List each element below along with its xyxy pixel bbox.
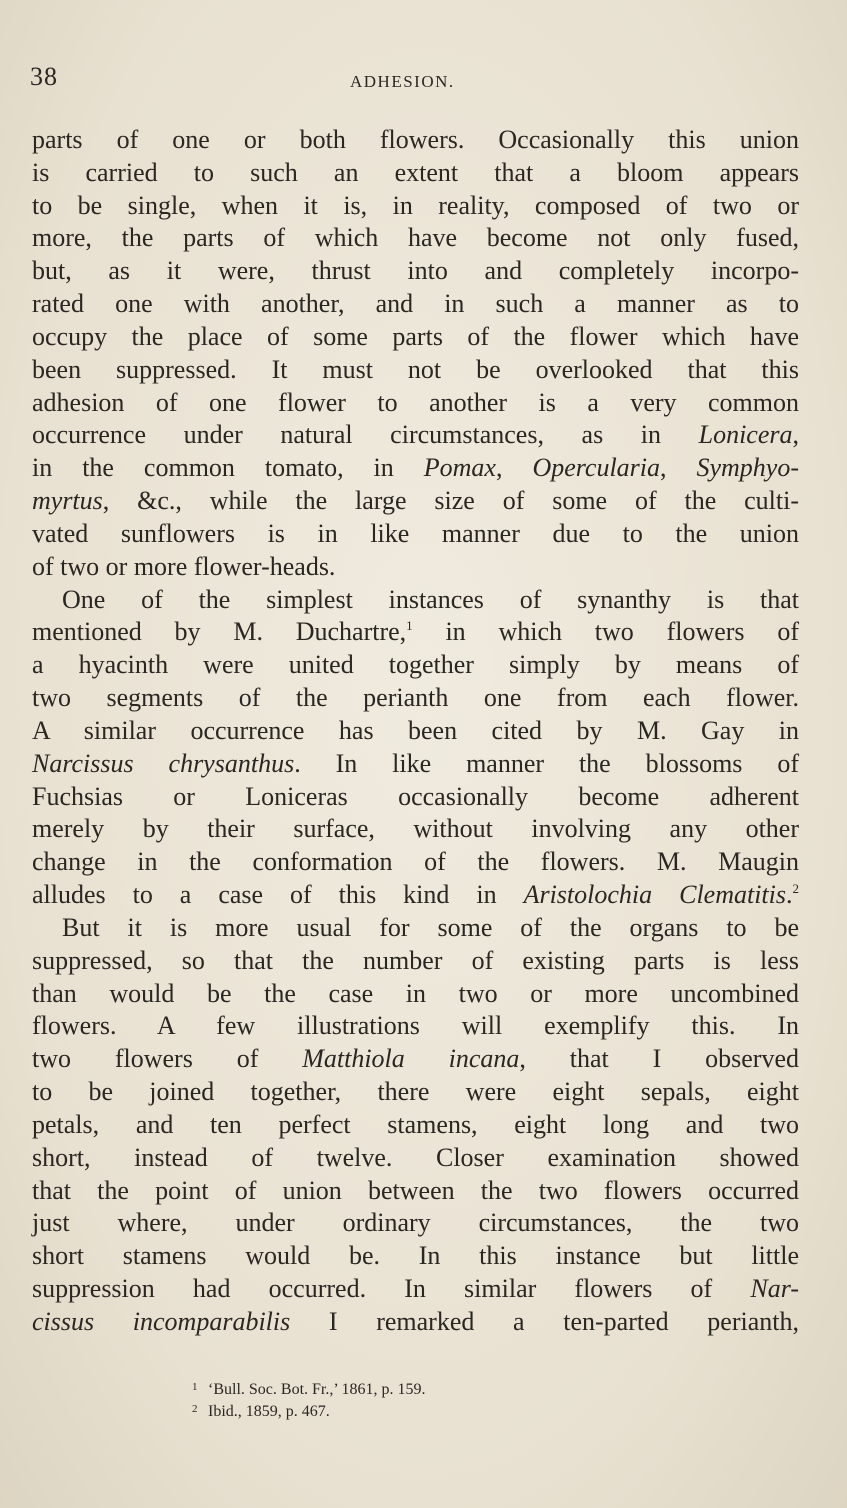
running-head: ADHESION. — [350, 72, 455, 91]
text-line — [32, 682, 799, 715]
text-line — [32, 321, 799, 354]
text-segment: One of the simplest instances of synanthy is that — [62, 584, 799, 614]
text-line — [32, 1076, 799, 1109]
text-segment: that the point of union between the two flowers occurred — [32, 1175, 799, 1205]
text-segment: short stamens would be. In this instance but little — [32, 1241, 799, 1271]
text-segment: in the common tomato, in — [32, 453, 424, 483]
text-segment: been suppressed. It must not be overlooked that this — [32, 354, 799, 384]
text-line — [32, 715, 799, 748]
footnotes — [192, 1376, 612, 1420]
text-line — [32, 1010, 799, 1043]
text-line — [32, 190, 799, 223]
text-line — [32, 846, 799, 879]
text-line — [32, 419, 799, 452]
text-segment: short, instead of twelve. Closer examination showed — [32, 1142, 799, 1172]
italic-text: Opercularia — [532, 453, 661, 483]
text-segment: , — [495, 453, 533, 483]
text-segment: , — [792, 420, 799, 450]
text-segment: change in the conformation of the flowers. M. Maugin — [32, 847, 799, 877]
text-segment: occupy the place of some parts of the flower which have — [32, 321, 799, 351]
text-segment: Fuchsias or Loniceras occasionally become adherent — [32, 781, 799, 811]
text-segment: But it is more usual for some of the organs to be — [62, 912, 799, 942]
text-line — [32, 255, 799, 288]
text-segment: , — [660, 453, 697, 483]
text-line — [32, 354, 799, 387]
italic-text: Aristolochia Clematitis — [523, 880, 786, 910]
text-segment: of two or more flower-heads. — [32, 551, 336, 581]
text-line — [32, 1175, 799, 1208]
text-segment: vated sunflowers is in like manner due to the union — [32, 518, 799, 548]
text-segment: suppressed, so that the number of existing parts is less — [32, 945, 799, 975]
footnote-text: ‘Bull. Soc. Bot. Fr.,’ 1861, p. 159. — [208, 1381, 426, 1398]
text-segment: just where, under ordinary circumstances, the two — [32, 1208, 799, 1238]
footnote — [192, 1398, 612, 1420]
text-segment: occurrence under natural circumstances, as in — [32, 420, 699, 450]
text-line — [32, 748, 799, 781]
text-line — [32, 452, 799, 485]
footnote — [192, 1376, 612, 1398]
italic-text: Symphyo- — [696, 453, 799, 483]
text-segment: flowers. A few illustrations will exemplify this. In — [32, 1011, 799, 1041]
text-segment: two segments of the perianth one from each flower. — [32, 683, 799, 713]
text-line — [32, 1273, 799, 1306]
text-line — [32, 912, 799, 945]
italic-text: Lonicera — [698, 420, 793, 450]
page-header — [30, 62, 800, 98]
text-segment: in which two flowers of — [412, 617, 799, 647]
text-line — [32, 584, 799, 617]
italic-text: cissus incomparabilis — [32, 1306, 291, 1336]
text-line — [32, 124, 799, 157]
text-line — [32, 1043, 799, 1076]
footnote-reference: 1 — [406, 618, 413, 634]
text-segment: parts of one or both flowers. Occasionally this union — [32, 125, 799, 154]
text-line — [32, 157, 799, 190]
text-line — [32, 649, 799, 682]
text-segment: . — [786, 880, 793, 910]
text-segment: adhesion of one flower to another is a very common — [32, 387, 799, 417]
text-line — [32, 945, 799, 978]
text-line — [32, 616, 799, 649]
text-segment: , &c., while the large size of some of the culti- — [102, 486, 799, 516]
italic-text: Matthiola incana — [302, 1044, 520, 1074]
text-segment: . In like manner the blossoms of — [294, 748, 799, 778]
text-line — [32, 518, 799, 551]
text-segment: merely by their surface, without involving any other — [32, 814, 799, 844]
text-line — [32, 813, 799, 846]
footnote-mark: 1 — [192, 1381, 198, 1393]
text-line — [32, 1142, 799, 1175]
text-segment: I remarked a ten-parted perianth, — [290, 1306, 799, 1336]
footnote-mark: 2 — [192, 1403, 198, 1415]
text-segment: more, the parts of which have become not only fused, — [32, 223, 799, 253]
text-segment: is carried to such an extent that a bloom appears — [32, 157, 799, 187]
page-number: 38 — [30, 62, 58, 91]
text-line — [32, 485, 799, 518]
italic-text: Nar- — [750, 1273, 799, 1303]
text-segment: to be single, when it is, in reality, composed of two or — [32, 190, 799, 220]
text-line — [32, 978, 799, 1011]
footnote-text: Ibid., 1859, p. 467. — [208, 1403, 330, 1420]
text-line — [32, 1109, 799, 1142]
text-line — [32, 1240, 799, 1273]
text-segment: alludes to a case of this kind in — [32, 880, 524, 910]
text-segment: suppression had occurred. In similar flowers of — [32, 1273, 751, 1303]
text-segment: A similar occurrence has been cited by M. Gay in — [32, 715, 799, 745]
text-segment: , that I observed — [519, 1044, 799, 1074]
text-segment: mentioned by M. Duchartre, — [32, 617, 407, 647]
text-segment: petals, and ten perfect stamens, eight long and two — [32, 1109, 799, 1139]
body-text — [32, 124, 799, 1339]
text-line — [32, 1207, 799, 1240]
text-segment: than would be the case in two or more uncombined — [32, 978, 799, 1008]
text-segment: a hyacinth were united together simply by means of — [32, 650, 799, 680]
text-line — [32, 551, 799, 584]
text-line — [32, 387, 799, 420]
text-line — [32, 288, 799, 321]
text-line — [32, 879, 799, 912]
italic-text: Pomax — [423, 453, 496, 483]
text-segment: to be joined together, there were eight sepals, eight — [32, 1077, 799, 1107]
italic-text: myrtus — [32, 486, 103, 516]
text-segment: rated one with another, and in such a manner as to — [32, 289, 799, 319]
italic-text: Narcissus chrysanthus — [32, 748, 295, 778]
text-segment: two flowers of — [32, 1044, 303, 1074]
text-line — [32, 222, 799, 255]
text-segment: but, as it were, thrust into and completely incorpo- — [32, 256, 799, 286]
text-line — [32, 781, 799, 814]
text-line — [32, 1306, 799, 1339]
footnote-reference: 2 — [792, 881, 799, 897]
